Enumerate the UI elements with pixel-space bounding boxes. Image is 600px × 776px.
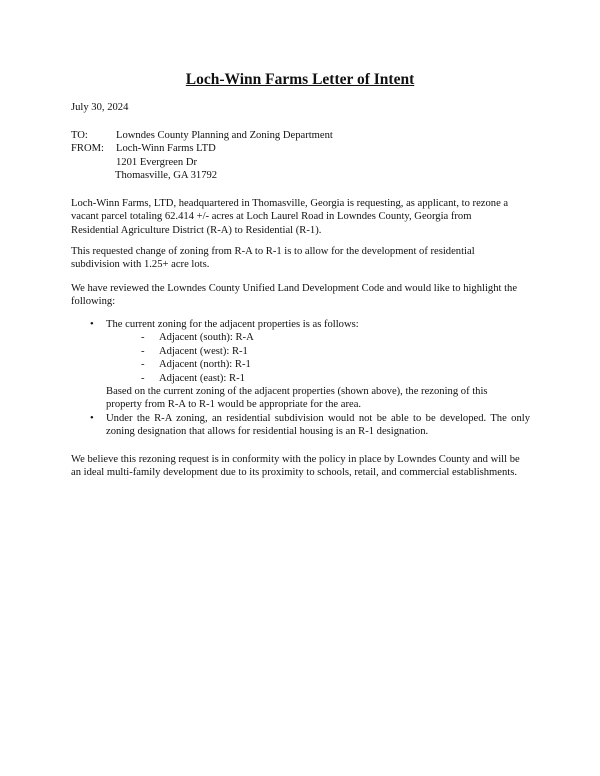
bullet-followup: Based on the current zoning of the adjacent properties (shown above), the rezoning of this xyxy=(106,386,488,397)
to-value: Lowndes County Planning and Zoning Department xyxy=(116,130,333,141)
bullet-text: The current zoning for the adjacent properties is as follows: xyxy=(106,319,359,330)
dash-icon: - xyxy=(141,332,145,344)
address-block xyxy=(0,129,600,185)
letter-date: July 30, 2024 xyxy=(71,102,129,113)
subitem-north: Adjacent (north): R-1 xyxy=(159,359,251,371)
dash-icon: - xyxy=(141,345,145,357)
bullet-text: Under the R-A zoning, an residential subdivision would not be able to be developed. The only xyxy=(106,412,530,424)
dash-icon: - xyxy=(141,359,145,371)
bullet-text: zoning designation that allows for residential housing is an R-1 designation. xyxy=(106,426,429,438)
subitem-west: Adjacent (west): R-1 xyxy=(159,345,248,357)
bullet-icon: • xyxy=(90,412,94,424)
paragraph-line: This requested change of zoning from R-A to R-1 is to allow for the development of residential xyxy=(71,246,475,257)
from-line: Loch-Winn Farms LTD xyxy=(116,143,216,155)
paragraph-line: Residential Agriculture District (R-A) to Residential (R-1). xyxy=(71,224,322,236)
to-label: TO: xyxy=(71,130,88,141)
document-title: Loch-Winn Farms Letter of Intent xyxy=(185,71,415,88)
subitem-east: Adjacent (east): R-1 xyxy=(159,372,245,384)
bullet-list xyxy=(0,318,600,448)
paragraph-line: Loch-Winn Farms, LTD, headquartered in Thomasville, Georgia is requesting, as applicant, to rezone a xyxy=(71,198,509,209)
subitem-south: Adjacent (south): R-A xyxy=(159,332,254,344)
paragraph-line: vacant parcel totaling 62.414 +/- acres at Loch Laurel Road in Lowndes County, Georgia from xyxy=(71,211,472,223)
paragraph-line: We believe this rezoning request is in conformity with the policy in place by Lowndes County and will be xyxy=(71,454,520,465)
paragraph-request xyxy=(71,197,508,237)
paragraph-review xyxy=(71,282,517,309)
paragraph-line: subdivision with 1.25+ acre lots. xyxy=(71,259,210,271)
from-label: FROM: xyxy=(71,143,104,155)
bullet-icon: • xyxy=(90,319,94,330)
paragraph-closing xyxy=(71,453,520,480)
paragraph-line: following: xyxy=(71,296,116,308)
paragraph-purpose xyxy=(71,245,475,272)
from-line: 1201 Evergreen Dr xyxy=(116,156,197,168)
dash-icon: - xyxy=(141,372,145,384)
paragraph-line: an ideal multi-family development due to its proximity to schools, retail, and commercial establishments. xyxy=(71,467,518,479)
from-line: Thomasville, GA 31792 xyxy=(115,170,218,182)
bullet-followup: property from R-A to R-1 would be appropriate for the area. xyxy=(106,399,362,411)
paragraph-line: We have reviewed the Lowndes County Unified Land Development Code and would like to highlight the xyxy=(71,283,518,294)
